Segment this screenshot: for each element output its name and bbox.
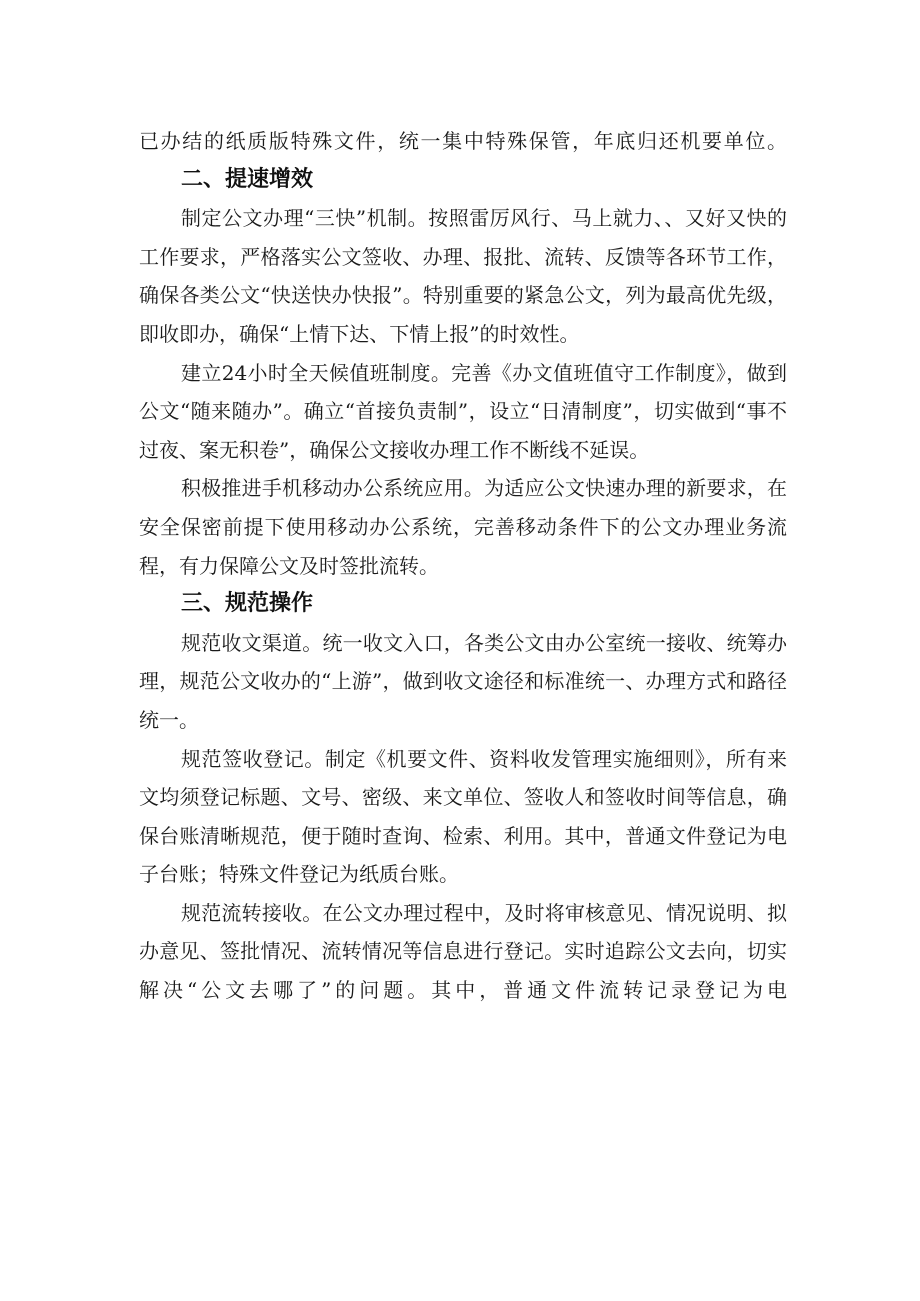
paragraph-three-fast-mechanism: 制定公文办理“三快”机制。按照雷厉风行、马上就力、、又好又快的工作要求，严格落实公文签收、办理、报批、流转、反馈等各环节工作，确保各类公文“快送快办快报”。特别重要的紧急公文，列为最高优先级，即收即办，确保“上情下达、下情上报”的时效性。 — [139, 206, 787, 346]
paragraph-continued: 已办结的纸质版特殊文件，统一集中特殊保管，年底归还机要单位。 — [139, 129, 787, 153]
paragraph-24h-duty: 建立24小时全天候值班制度。完善《办文值班值守工作制度》，做到公文“随来随办”。确立“首接负责制”，设立“日清制度”，切实做到“事不过夜、案无积卷”，确保公文接收办理工作不断线不延误。 — [139, 360, 787, 462]
paragraph-circulation: 规范流转接收。在公文办理过程中，及时将审核意见、情况说明、拟办意见、签批情况、流转情况等信息进行登记。实时追踪公文去向，切实解决“公文去哪了”的问题。其中，普通文件流转记录登记为电 — [139, 900, 787, 1003]
section-heading-speed: 二、提速增效 — [181, 166, 314, 192]
section-heading-standardize: 三、规范操作 — [181, 591, 314, 617]
paragraph-sign-registration: 规范签收登记。制定《机要文件、资料收发管理实施细则》，所有来文均须登记标题、文号、密级、来文单位、签收人和签收时间等信息，确保台账清晰规范，便于随时查询、检索、利用。其中，普通文件登记为电子台账；特殊文件登记为纸质台账。 — [139, 746, 787, 887]
paragraph-receiving-channel: 规范收文渠道。统一收文入口，各类公文由办公室统一接收、统筹办理，规范公文收办的“上游”，做到收文途径和标准统一、办理方式和路径统一。 — [139, 630, 787, 732]
document-page — [139, 122, 787, 1010]
paragraph-mobile-office: 积极推进手机移动办公系统应用。为适应公文快速办理的新要求，在安全保密前提下使用移动办公系统，完善移动条件下的公文办理业务流程，有力保障公文及时签批流转。 — [139, 476, 787, 578]
